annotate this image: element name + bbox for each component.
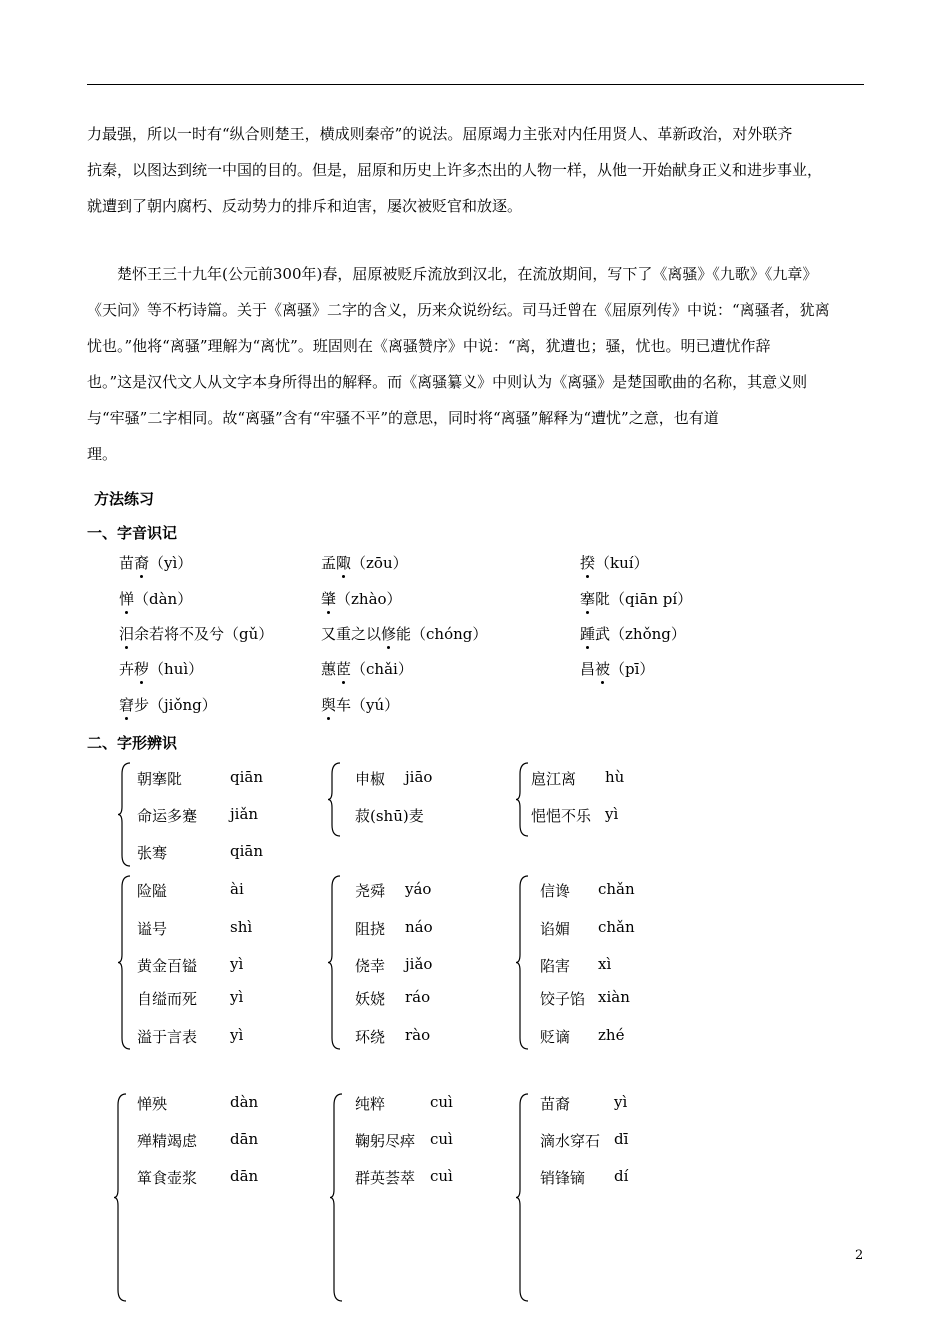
group-pinyin: dān xyxy=(230,1130,259,1148)
pronunciation-item xyxy=(321,694,399,715)
group-word: 侥幸 xyxy=(355,957,386,975)
group-word: 谄媚 xyxy=(540,920,571,938)
group-pinyin: cuì xyxy=(430,1130,453,1148)
brace-icon xyxy=(516,1093,530,1302)
group-word: 命运多蹇 xyxy=(137,807,198,825)
pronunciation-item xyxy=(321,623,487,644)
para1-line: 力最强，所以一时有“纵合则楚王，横成则秦帝”的说法。屈原竭力主张对内任用贤人、革新政治，对外联齐 xyxy=(87,125,793,143)
group-word: 申椒 xyxy=(355,770,386,788)
group-word: 黄金百镒 xyxy=(137,957,198,975)
group-pinyin: chǎn xyxy=(598,880,635,898)
item-suffix: （chǎi） xyxy=(351,660,413,678)
group-pinyin: jiǎo xyxy=(405,955,433,973)
item-prefix: 昌 xyxy=(580,660,596,678)
group-word: 惮殃 xyxy=(137,1095,168,1113)
heading-pronunciation: 一、字音识记 xyxy=(87,524,178,542)
group-pinyin: qiān xyxy=(230,768,264,786)
item-prefix: 又重之以 xyxy=(321,625,382,643)
heading-character-form: 二、字形辨识 xyxy=(87,734,178,752)
group-word: 自缢而死 xyxy=(137,990,198,1008)
dotted-character: 踵 xyxy=(580,625,596,643)
dotted-character: 茝 xyxy=(336,660,352,678)
group-word: 鞠躬尽瘁 xyxy=(355,1132,416,1150)
pronunciation-item xyxy=(119,552,192,573)
heading-method-practice: 方法练习 xyxy=(94,490,155,508)
pronunciation-item xyxy=(119,658,203,679)
group-pinyin: dān xyxy=(230,1167,259,1185)
group-word: 尧舜 xyxy=(355,882,386,900)
dotted-character: 秽 xyxy=(134,660,150,678)
dotted-character: 舆 xyxy=(321,696,337,714)
page-number: 2 xyxy=(855,1248,864,1263)
group-word: 陷害 xyxy=(540,957,571,975)
para2-line: 忧也。”他将“离骚”理解为“离忧”。班固则在《离骚赞序》中说：“离，犹遭也；骚，忧也。明已遭忧作辞 xyxy=(87,337,771,355)
group-pinyin: chǎn xyxy=(598,918,635,936)
group-pinyin: xiàn xyxy=(598,988,630,1006)
brace-icon xyxy=(328,875,342,1050)
group-word: 菽(shū)麦 xyxy=(355,807,424,825)
para2-line: 理。 xyxy=(87,445,118,463)
item-suffix: 余若将不及兮（gǔ） xyxy=(134,625,274,643)
item-suffix: 能（chóng） xyxy=(396,625,488,643)
dotted-character: 修 xyxy=(381,625,397,643)
pronunciation-item xyxy=(119,623,273,644)
group-pinyin: zhé xyxy=(598,1026,625,1044)
item-suffix: 武（zhǒng） xyxy=(595,625,686,643)
pronunciation-item xyxy=(119,588,192,609)
brace-icon xyxy=(330,1093,344,1302)
item-suffix: （dàn） xyxy=(134,590,193,608)
group-pinyin: hù xyxy=(605,768,625,786)
item-suffix: （kuí） xyxy=(595,554,649,572)
item-suffix: （pī） xyxy=(610,660,655,678)
group-pinyin: ài xyxy=(230,880,244,898)
group-word: 悒悒不乐 xyxy=(531,807,592,825)
item-suffix: （zhào） xyxy=(336,590,402,608)
group-pinyin: yì xyxy=(230,988,244,1006)
group-pinyin: qiān xyxy=(230,842,264,860)
group-pinyin: yì xyxy=(614,1093,628,1111)
group-word: 殚精竭虑 xyxy=(137,1132,198,1150)
brace-icon xyxy=(516,875,530,1050)
group-word: 阻挠 xyxy=(355,920,386,938)
group-pinyin: rào xyxy=(405,1026,431,1044)
item-suffix: 车（yú） xyxy=(336,696,400,714)
item-prefix: 孟 xyxy=(321,554,337,572)
group-word: 滴水穿石 xyxy=(540,1132,601,1150)
group-word: 苗裔 xyxy=(540,1095,571,1113)
group-word: 群英荟萃 xyxy=(355,1169,416,1187)
item-suffix: （yì） xyxy=(149,554,193,572)
brace-icon xyxy=(118,762,132,867)
group-pinyin: cuì xyxy=(430,1093,453,1111)
item-prefix: 卉 xyxy=(119,660,135,678)
brace-icon xyxy=(328,762,342,837)
item-suffix: （huì） xyxy=(149,660,204,678)
item-suffix: 阰（qiān pí） xyxy=(595,590,693,608)
group-pinyin: dí xyxy=(614,1167,629,1185)
dotted-character: 肇 xyxy=(321,590,337,608)
group-word: 销锋镝 xyxy=(540,1169,586,1187)
group-pinyin: yì xyxy=(230,1026,244,1044)
item-suffix: 步（jiǒng） xyxy=(134,696,217,714)
paragraph-2 xyxy=(87,256,865,472)
item-prefix: 蕙 xyxy=(321,660,337,678)
group-word: 信谗 xyxy=(540,882,571,900)
brace-icon xyxy=(516,762,530,837)
group-pinyin: cuì xyxy=(430,1167,453,1185)
pronunciation-item xyxy=(580,623,686,644)
paragraph-1 xyxy=(87,116,865,224)
group-word: 险隘 xyxy=(137,882,168,900)
item-prefix: 苗 xyxy=(119,554,135,572)
dotted-character: 窘 xyxy=(119,696,135,714)
group-word: 张骞 xyxy=(137,844,168,862)
pronunciation-item xyxy=(580,658,654,679)
group-word: 溢于言表 xyxy=(137,1028,198,1046)
pronunciation-item xyxy=(580,588,692,609)
dotted-character: 裔 xyxy=(134,554,150,572)
pronunciation-item xyxy=(321,588,402,609)
dotted-character: 被 xyxy=(595,660,611,678)
group-word: 纯粹 xyxy=(355,1095,386,1113)
dotted-character: 惮 xyxy=(119,590,135,608)
group-word: 妖娆 xyxy=(355,990,386,1008)
group-word: 箪食壶浆 xyxy=(137,1169,198,1187)
group-word: 朝搴阰 xyxy=(137,770,183,788)
pronunciation-item xyxy=(321,658,413,679)
para2-line: 也。”这是汉代文人从文字本身所得出的解释。而《离骚纂义》中则认为《离骚》是楚国歌曲的名称，其意义则 xyxy=(87,373,808,391)
brace-icon xyxy=(114,1093,128,1302)
group-pinyin: shì xyxy=(230,918,253,936)
pronunciation-item xyxy=(119,694,217,715)
group-pinyin: ráo xyxy=(405,988,431,1006)
group-pinyin: náo xyxy=(405,918,433,936)
pronunciation-item xyxy=(321,552,408,573)
group-pinyin: yì xyxy=(605,805,619,823)
para1-line: 抗秦，以图达到统一中国的目的。但是，屈原和历史上许多杰出的人物一样，从他一开始献身正义和进步事业， xyxy=(87,161,823,179)
pronunciation-item xyxy=(580,552,649,573)
group-pinyin: dàn xyxy=(230,1093,259,1111)
group-word: 谥号 xyxy=(137,920,168,938)
group-pinyin: yì xyxy=(230,955,244,973)
para2-line: 《天问》等不朽诗篇。关于《离骚》二字的含义，历来众说纷纭。司马迁曾在《屈原列传》中说：“离骚者，犹离 xyxy=(87,301,830,319)
header-rule xyxy=(87,84,864,85)
para1-line: 就遭到了朝内腐朽、反动势力的排斥和迫害，屡次被贬官和放逐。 xyxy=(87,197,523,215)
group-word: 环绕 xyxy=(355,1028,386,1046)
group-pinyin: dī xyxy=(614,1130,629,1148)
dotted-character: 揆 xyxy=(580,554,596,572)
group-pinyin: yáo xyxy=(405,880,432,898)
para2-line: 与“牢骚”二字相同。故“离骚”含有“牢骚不平”的意思，同时将“离骚”解释为“遭忧”之意，也有道 xyxy=(87,409,719,427)
brace-icon xyxy=(118,875,132,1050)
group-word: 饺子馅 xyxy=(540,990,586,1008)
group-word: 扈江离 xyxy=(531,770,577,788)
group-word: 贬谪 xyxy=(540,1028,571,1046)
dotted-character: 汨 xyxy=(119,625,135,643)
group-pinyin: jiǎn xyxy=(230,805,259,823)
group-pinyin: jiāo xyxy=(405,768,433,786)
dotted-character: 搴 xyxy=(580,590,596,608)
item-suffix: （zōu） xyxy=(351,554,408,572)
para2-line: 楚怀王三十九年(公元前300年)春，屈原被贬斥流放到汉北，在流放期间，写下了《离骚》《九歌》《九章》 xyxy=(117,265,818,283)
dotted-character: 陬 xyxy=(336,554,352,572)
group-pinyin: xì xyxy=(598,955,612,973)
